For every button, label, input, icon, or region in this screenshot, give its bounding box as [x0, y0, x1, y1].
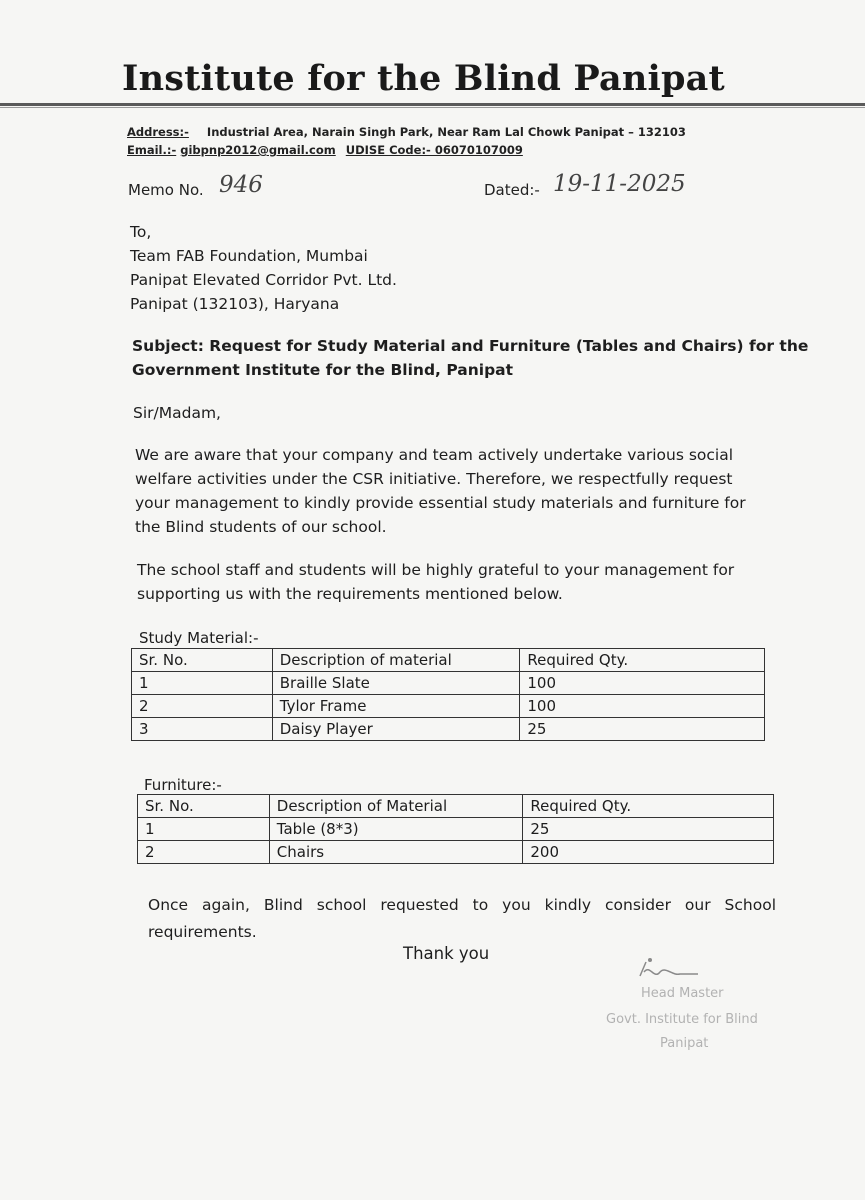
salutation: Sir/Madam, — [133, 404, 221, 422]
header-rule-thin — [0, 107, 865, 108]
table-row — [138, 818, 774, 841]
para2-line-1: The school staff and students will be highly grateful to your management for — [137, 561, 735, 579]
para1-line-3: your management to kindly provide essential study materials and furniture for — [135, 494, 746, 512]
header-rule — [0, 103, 865, 106]
memo-date: 19-11-2025 — [553, 171, 686, 197]
signature-mark — [628, 950, 738, 990]
recipient-line-3: Panipat (132103), Haryana — [130, 295, 340, 313]
study-material-table — [131, 648, 765, 741]
address-line — [127, 125, 686, 139]
subject-line-2: Government Institute for the Blind, Panipat — [132, 361, 514, 379]
email-line — [127, 143, 523, 157]
table-cell: 25 — [523, 818, 774, 841]
table-header-row — [138, 795, 774, 818]
header-cell: Sr. No. — [132, 649, 273, 672]
table-cell: 3 — [132, 718, 273, 741]
study-material-caption: Study Material:- — [139, 629, 259, 647]
email-address: gibpnp2012@gmail.com — [180, 143, 336, 157]
para1-line-1: We are aware that your company and team actively undertake various social — [135, 446, 734, 464]
recipient-line-1: Team FAB Foundation, Mumbai — [130, 247, 368, 265]
table-row — [132, 672, 765, 695]
table-cell: 200 — [523, 841, 774, 864]
table-cell: Tylor Frame — [272, 695, 520, 718]
dated-label: Dated:- — [484, 181, 540, 199]
subject-line-1: Subject: Request for Study Material and Furniture (Tables and Chairs) for the — [132, 337, 809, 355]
memo-label: Memo No. — [128, 181, 204, 199]
to-label: To, — [130, 223, 152, 241]
table-cell: 1 — [138, 818, 270, 841]
table-cell: 1 — [132, 672, 273, 695]
header-cell: Required Qty. — [523, 795, 774, 818]
thank-you: Thank you — [403, 944, 490, 963]
para1-line-4: the Blind students of our school. — [135, 518, 387, 536]
table-row — [132, 695, 765, 718]
address-label: Address:- — [127, 125, 189, 139]
table-cell: Daisy Player — [272, 718, 520, 741]
address-text: Industrial Area, Narain Singh Park, Near Ram Lal Chowk Panipat – 132103 — [206, 125, 686, 139]
para1-line-2: welfare activities under the CSR initiative. Therefore, we respectfully request — [135, 470, 733, 488]
udise-code: UDISE Code:- 06070107009 — [345, 143, 523, 157]
header-cell: Description of Material — [269, 795, 523, 818]
table-cell: Chairs — [269, 841, 523, 864]
stamp-line-3: Panipat — [660, 1036, 709, 1051]
furniture-table — [137, 794, 774, 864]
table-row — [138, 841, 774, 864]
furniture-caption: Furniture:- — [144, 776, 222, 794]
table-cell: 2 — [138, 841, 270, 864]
closing-line-1: Once again, Blind school requested to you kindly consider our School — [148, 896, 776, 914]
table-cell: 2 — [132, 695, 273, 718]
table-header-row — [132, 649, 765, 672]
table-cell: 100 — [520, 672, 765, 695]
stamp-line-1: Head Master — [641, 986, 724, 1001]
header-cell: Required Qty. — [520, 649, 765, 672]
table-cell: 25 — [520, 718, 765, 741]
header-cell: Sr. No. — [138, 795, 270, 818]
recipient-line-2: Panipat Elevated Corridor Pvt. Ltd. — [130, 271, 397, 289]
table-cell: Table (8*3) — [269, 818, 523, 841]
table-cell: Braille Slate — [272, 672, 520, 695]
table-row — [132, 718, 765, 741]
stamp-line-2: Govt. Institute for Blind — [606, 1012, 758, 1027]
memo-number: 946 — [219, 172, 263, 198]
institute-title: Institute for the Blind Panipat — [122, 58, 725, 99]
email-label: Email.:- — [127, 143, 177, 157]
header-cell: Description of material — [272, 649, 520, 672]
closing-line-2: requirements. — [148, 923, 257, 941]
para2-line-2: supporting us with the requirements mentioned below. — [137, 585, 563, 603]
table-cell: 100 — [520, 695, 765, 718]
